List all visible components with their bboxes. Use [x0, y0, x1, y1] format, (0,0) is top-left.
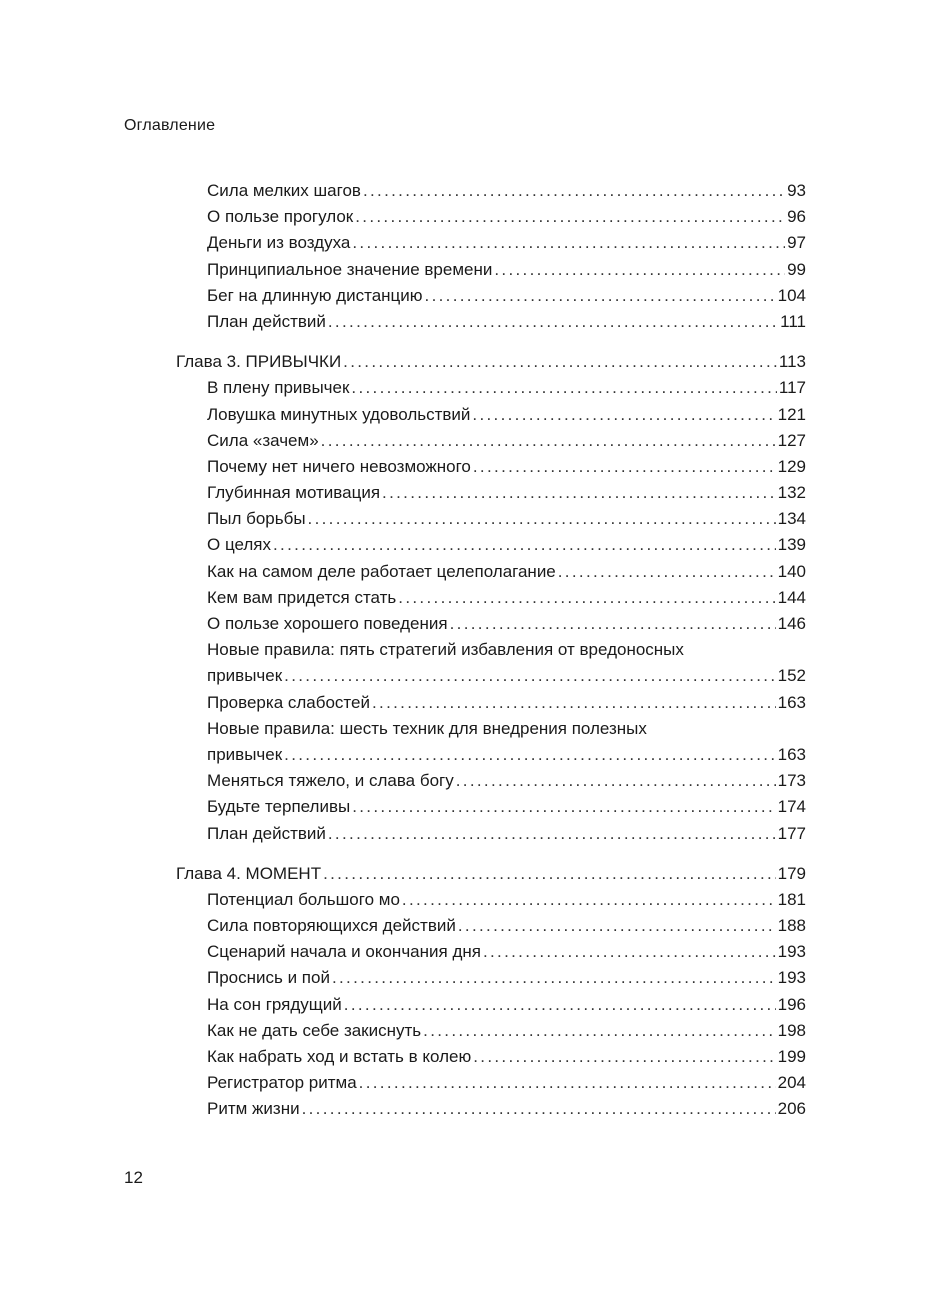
toc-entry-page: 199 — [777, 1047, 806, 1066]
running-header: Оглавление — [124, 117, 216, 134]
leader-dots — [558, 559, 776, 585]
chapter-title: Глава 4. МОМЕНТ — [176, 863, 322, 883]
leader-dots — [352, 794, 775, 820]
leader-dots — [425, 283, 776, 309]
toc-entry[interactable] — [176, 992, 806, 1018]
toc-entry[interactable] — [176, 480, 806, 506]
toc-entry-title: Ловушка минутных удовольствий — [207, 404, 471, 424]
leader-dots — [402, 887, 776, 913]
toc-entry[interactable] — [176, 1018, 806, 1044]
toc-entry-page: 144 — [777, 587, 806, 607]
toc-entry-page: 204 — [777, 1073, 806, 1093]
toc-entry-title: Деньги из воздуха — [207, 233, 351, 253]
leader-dots — [363, 178, 785, 204]
leader-dots — [284, 663, 775, 689]
toc-chapter-3[interactable] — [176, 349, 806, 375]
toc-entry-title: Принципиальное значение времени — [207, 259, 493, 279]
toc-entry-page: 173 — [777, 771, 806, 791]
toc-entry-title: Как не дать себе закиснуть — [207, 1020, 422, 1040]
leader-dots — [332, 965, 776, 991]
toc-entry-line2 — [176, 742, 806, 768]
spacer — [176, 847, 806, 861]
leader-dots — [343, 349, 777, 375]
leader-dots — [372, 690, 776, 716]
toc-entry-title: На сон грядущий — [207, 994, 342, 1014]
toc-entry[interactable] — [176, 178, 806, 204]
leader-dots — [344, 992, 776, 1018]
toc-entry-title: Бег на длинную дистанцию — [207, 285, 423, 305]
toc-entry-title: Потенциал большого мо — [207, 889, 400, 909]
toc-entry-title: Как на самом деле работает целеполагание — [207, 561, 556, 581]
page-number: 12 — [124, 1168, 143, 1187]
toc-entry-page: 129 — [777, 456, 806, 476]
toc-entry-page: 99 — [787, 259, 806, 279]
toc-entry[interactable] — [176, 532, 806, 558]
toc-entry-title: Сценарий начала и окончания дня — [207, 942, 481, 962]
toc-entry-page: 196 — [777, 994, 806, 1014]
toc-group-3 — [176, 768, 806, 847]
toc-entry[interactable] — [176, 965, 806, 991]
toc-entry-title: Сила мелких шагов — [207, 181, 361, 200]
leader-dots — [472, 402, 775, 428]
toc-entry-title: Будьте терпеливы — [207, 797, 351, 817]
toc-entry[interactable] — [176, 559, 806, 585]
toc-entry-page: 174 — [777, 797, 806, 817]
leader-dots — [284, 742, 775, 768]
toc-group-2 — [176, 375, 806, 637]
toc-entry-title: О целях — [207, 535, 272, 555]
leader-dots — [423, 1018, 775, 1044]
toc-entry-title: Почему нет ничего невозможного — [207, 456, 471, 476]
toc-entry[interactable] — [176, 794, 806, 820]
leader-dots — [355, 204, 785, 230]
leader-dots — [398, 585, 775, 611]
toc-entry[interactable] — [176, 821, 806, 847]
toc-entry[interactable] — [176, 257, 806, 283]
toc-entry-page: 206 — [777, 1099, 806, 1119]
toc-entry-title: Как набрать ход и встать в колею — [207, 1047, 472, 1066]
toc-entry[interactable] — [176, 768, 806, 794]
toc-entry[interactable] — [176, 204, 806, 230]
toc-entry[interactable] — [176, 402, 806, 428]
toc-entry-title: Глубинная мотивация — [207, 483, 381, 503]
toc-entry-page: 121 — [777, 404, 806, 424]
toc-entry-page: 134 — [777, 509, 806, 529]
toc-entry-page: 146 — [777, 614, 806, 633]
leader-dots — [351, 375, 776, 401]
toc-entry[interactable] — [176, 611, 806, 637]
leader-dots — [273, 532, 776, 558]
toc-group-1 — [176, 178, 806, 335]
toc-entry-title: В плену привычек — [207, 378, 350, 398]
leader-dots — [308, 506, 776, 532]
toc-entry-title: Кем вам придется стать — [207, 587, 397, 607]
toc-entry-page: 111 — [780, 311, 806, 331]
toc-entry[interactable] — [176, 309, 806, 335]
toc-entry-title: Проснись и пой — [207, 968, 330, 988]
leader-dots — [473, 1044, 775, 1070]
toc-entry-title: Проверка слабостей — [207, 692, 370, 712]
leader-dots — [473, 454, 776, 480]
toc-entry-title: Сила «зачем» — [207, 430, 319, 450]
toc-entry-title-line1: Новые правила: пять стратегий избавления от вредоносных — [207, 640, 684, 660]
toc-entry-page: 96 — [787, 207, 806, 227]
toc-entry[interactable] — [176, 283, 806, 309]
toc-entry-title: Ритм жизни — [207, 1099, 300, 1119]
toc-entry[interactable] — [176, 913, 806, 939]
toc-entry-page: 188 — [777, 916, 806, 936]
leader-dots — [323, 861, 776, 887]
leader-dots — [494, 257, 785, 283]
toc-entry-page: 198 — [777, 1020, 806, 1040]
leader-dots — [352, 230, 785, 256]
toc-entry[interactable] — [176, 230, 806, 256]
toc-entry-title: Регистратор ритма — [207, 1073, 357, 1093]
chapter-title: Глава 3. ПРИВЫЧКИ — [176, 352, 342, 372]
spacer — [176, 335, 806, 349]
leader-dots — [456, 768, 776, 794]
toc-entry[interactable] — [176, 1044, 806, 1070]
toc-entry-page: 152 — [777, 666, 806, 686]
chapter-page: 179 — [777, 863, 806, 883]
toc-entry-page: 177 — [777, 823, 806, 843]
toc-entry-title-line2: привычек — [207, 666, 283, 686]
toc-entry[interactable] — [176, 454, 806, 480]
chapter-page: 113 — [778, 352, 806, 372]
leader-dots — [328, 821, 776, 847]
toc-entry[interactable] — [176, 1096, 806, 1122]
toc-group-4 — [176, 887, 806, 1123]
leader-dots — [382, 480, 776, 506]
leader-dots — [450, 611, 776, 637]
leader-dots — [321, 428, 776, 454]
toc-entry[interactable] — [176, 506, 806, 532]
toc-entry[interactable] — [176, 585, 806, 611]
toc-entry-page: 127 — [777, 430, 806, 450]
toc-entry-page: 104 — [777, 285, 806, 305]
toc-entry[interactable] — [176, 1070, 806, 1096]
leader-dots — [328, 309, 778, 335]
toc-entry-page: 181 — [777, 889, 806, 909]
toc-entry-page: 163 — [777, 744, 806, 764]
toc-entry[interactable] — [176, 375, 806, 401]
leader-dots — [359, 1070, 776, 1096]
toc-entry-page: 193 — [777, 968, 806, 988]
toc-entry[interactable] — [176, 887, 806, 913]
toc-entry-title: План действий — [207, 311, 326, 331]
toc-entry-title: Сила повторяющихся действий — [207, 916, 456, 936]
leader-dots — [458, 913, 776, 939]
leader-dots — [302, 1096, 776, 1122]
toc-entry[interactable] — [176, 690, 806, 716]
toc-entry-page: 163 — [777, 692, 806, 712]
toc-entry[interactable] — [176, 939, 806, 965]
toc-entry-title: Меняться тяжело, и слава богу — [207, 771, 454, 791]
toc-entry-page: 97 — [787, 233, 806, 253]
table-of-contents — [176, 178, 806, 1123]
toc-entry-title-line1: Новые правила: шесть техник для внедрения полезных — [207, 718, 647, 738]
toc-entry-title-line2: привычек — [207, 744, 283, 764]
toc-entry-title: Пыл борьбы — [207, 509, 306, 529]
toc-chapter-4[interactable] — [176, 861, 806, 887]
toc-entry-page: 117 — [778, 378, 806, 398]
toc-entry-page: 140 — [777, 561, 806, 581]
toc-entry-wrapped-2[interactable] — [176, 716, 806, 768]
toc-entry-page: 93 — [787, 181, 806, 200]
toc-entry-wrapped-1[interactable] — [176, 637, 806, 689]
toc-entry-title: О пользе хорошего поведения — [207, 614, 448, 633]
leader-dots — [483, 939, 776, 965]
toc-entry-page: 139 — [777, 535, 806, 555]
toc-entry-title: О пользе прогулок — [207, 207, 354, 227]
toc-entry-page: 193 — [777, 942, 806, 962]
toc-entry-title: План действий — [207, 823, 326, 843]
toc-entry-page: 132 — [777, 483, 806, 503]
toc-entry-line2 — [176, 663, 806, 689]
toc-entry[interactable] — [176, 428, 806, 454]
